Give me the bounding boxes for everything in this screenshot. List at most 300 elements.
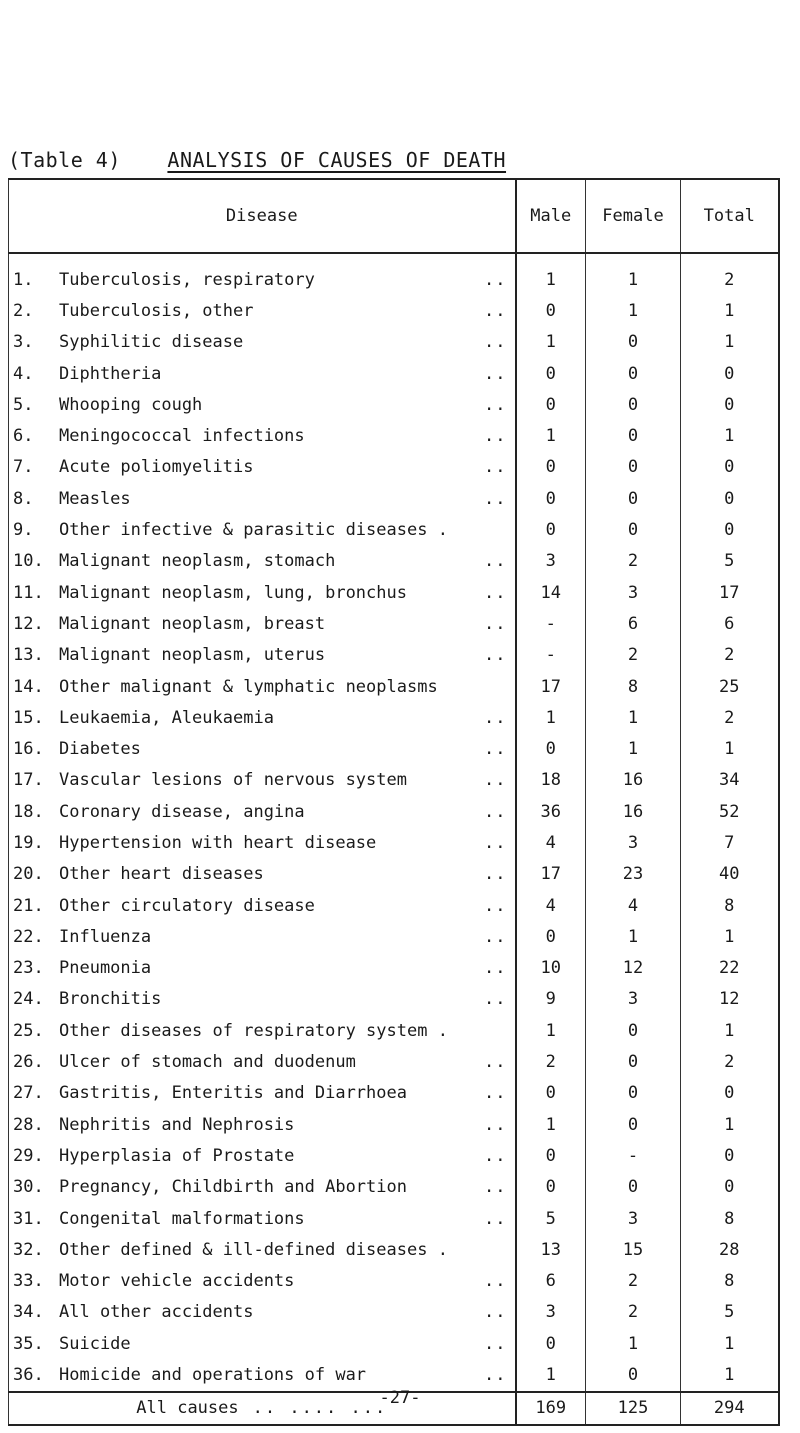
table-row [9, 859, 779, 890]
total-count: 1 [681, 1328, 779, 1359]
female-count: 3 [586, 1203, 681, 1234]
total-count: 1 [681, 1015, 779, 1046]
table-row [9, 1109, 779, 1140]
row-number: 31. [13, 1208, 44, 1229]
row-number: 27. [13, 1083, 44, 1104]
table-row [9, 546, 779, 577]
leader-dots: .. [484, 363, 507, 384]
disease-name: Other infective & parasitic diseases . [59, 520, 448, 541]
leader-dots: .. [484, 332, 507, 353]
male-count: 13 [516, 1234, 586, 1265]
row-number: 4. [13, 363, 34, 384]
female-count: 1 [586, 921, 681, 952]
female-count: 3 [586, 577, 681, 608]
male-count: - [516, 608, 586, 639]
disease-cell [9, 796, 516, 827]
male-count: 36 [516, 796, 586, 827]
table-row [9, 1328, 779, 1359]
row-number: 10. [13, 551, 44, 572]
leader-dots: .. [484, 989, 507, 1010]
disease-name: Hyperplasia of Prostate [59, 1145, 295, 1166]
disease-cell [9, 295, 516, 326]
total-count: 2 [681, 640, 779, 671]
disease-name: All other accidents [59, 1302, 254, 1323]
disease-name: Malignant neoplasm, lung, bronchus [59, 582, 407, 603]
disease-cell [9, 389, 516, 420]
male-count: 10 [516, 953, 586, 984]
disease-cell [9, 1234, 516, 1265]
female-count: 0 [586, 1172, 681, 1203]
table-row [9, 827, 779, 858]
row-number: 35. [13, 1333, 44, 1354]
leader-dots: .. [484, 300, 507, 321]
leader-dots: .. [484, 895, 507, 916]
female-count: 0 [586, 1109, 681, 1140]
row-number: 23. [13, 958, 44, 979]
female-count: 2 [586, 546, 681, 577]
male-count: 1 [516, 1359, 586, 1391]
leader-dots: .. [484, 582, 507, 603]
disease-name: Other heart diseases [59, 864, 264, 885]
female-count: 6 [586, 608, 681, 639]
disease-cell [9, 327, 516, 358]
column-header-total: Total [681, 179, 779, 253]
totals-male: 169 [516, 1392, 586, 1425]
disease-name: Malignant neoplasm, uterus [59, 645, 326, 666]
totals-total: 294 [681, 1392, 779, 1425]
male-count: 1 [516, 253, 586, 295]
table-row [9, 608, 779, 639]
row-number: 25. [13, 1020, 44, 1041]
table-row [9, 1140, 779, 1171]
leader-dots: .. [484, 488, 507, 509]
table-row [9, 702, 779, 733]
male-count: 0 [516, 295, 586, 326]
female-count: 0 [586, 1359, 681, 1391]
table-number: (Table 4) [8, 148, 121, 172]
male-count: 0 [516, 389, 586, 420]
disease-cell [9, 702, 516, 733]
disease-cell [9, 1140, 516, 1171]
female-count: 16 [586, 765, 681, 796]
disease-cell [9, 420, 516, 451]
total-count: 1 [681, 1109, 779, 1140]
disease-name: Coronary disease, angina [59, 801, 305, 822]
female-count: 3 [586, 984, 681, 1015]
row-number: 7. [13, 457, 34, 478]
leader-dots: .. [484, 926, 507, 947]
table-row [9, 671, 779, 702]
leader-dots: .. [484, 958, 507, 979]
disease-name: Other defined & ill-defined diseases . [59, 1239, 448, 1260]
totals-female: 125 [586, 1392, 681, 1425]
row-number: 19. [13, 832, 44, 853]
table-row [9, 796, 779, 827]
leader-dots: .. [484, 1365, 507, 1386]
table-row [9, 921, 779, 952]
disease-cell [9, 358, 516, 389]
total-count: 6 [681, 608, 779, 639]
leader-dots: .. [484, 1052, 507, 1073]
disease-cell [9, 890, 516, 921]
leader-dots: .. [484, 707, 507, 728]
total-count: 2 [681, 253, 779, 295]
disease-cell [9, 1359, 516, 1391]
row-number: 26. [13, 1052, 44, 1073]
table-row [9, 483, 779, 514]
male-count: 0 [516, 1078, 586, 1109]
disease-cell [9, 921, 516, 952]
leader-dots: .. [484, 864, 507, 885]
total-count: 40 [681, 859, 779, 890]
total-count: 1 [681, 327, 779, 358]
disease-name: Bronchitis [59, 989, 162, 1010]
table-row [9, 1015, 779, 1046]
female-count: 1 [586, 1328, 681, 1359]
disease-name: Meningococcal infections [59, 426, 305, 447]
disease-cell [9, 984, 516, 1015]
female-count: 1 [586, 702, 681, 733]
leader-dots: .. [484, 269, 507, 290]
disease-cell [9, 483, 516, 514]
disease-name: Influenza [59, 926, 152, 947]
total-count: 0 [681, 1140, 779, 1171]
male-count: 0 [516, 733, 586, 764]
row-number: 20. [13, 864, 44, 885]
male-count: 4 [516, 890, 586, 921]
female-count: 2 [586, 1266, 681, 1297]
page-title: ANALYSIS OF CAUSES OF DEATH [167, 148, 507, 172]
male-count: 0 [516, 1140, 586, 1171]
male-count: 0 [516, 452, 586, 483]
female-count: 16 [586, 796, 681, 827]
table-row [9, 640, 779, 671]
column-header-male: Male [516, 179, 586, 253]
disease-name: Acute poliomyelitis [59, 457, 254, 478]
table-row [9, 420, 779, 451]
disease-name: Pregnancy, Childbirth and Abortion [59, 1177, 407, 1198]
male-count: 3 [516, 546, 586, 577]
male-count: 17 [516, 671, 586, 702]
disease-name: Motor vehicle accidents [59, 1271, 295, 1292]
row-number: 3. [13, 332, 34, 353]
total-count: 5 [681, 546, 779, 577]
row-number: 29. [13, 1145, 44, 1166]
female-count: 0 [586, 420, 681, 451]
page-heading [8, 148, 506, 172]
table-row [9, 1203, 779, 1234]
female-count: 0 [586, 1015, 681, 1046]
table-row [9, 253, 779, 295]
disease-cell [9, 1078, 516, 1109]
female-count: 12 [586, 953, 681, 984]
row-number: 8. [13, 488, 34, 509]
leader-dots: .. [484, 1302, 507, 1323]
disease-name: Suicide [59, 1333, 131, 1354]
male-count: 17 [516, 859, 586, 890]
leader-dots: .. [484, 832, 507, 853]
disease-name: Diabetes [59, 739, 141, 760]
disease-name: Other diseases of respiratory system . [59, 1020, 448, 1041]
leader-dots: .. [484, 645, 507, 666]
table-row [9, 1297, 779, 1328]
row-number: 17. [13, 770, 44, 791]
totals-leader-dots: .. .... ... [252, 1398, 388, 1419]
disease-name: Gastritis, Enteritis and Diarrhoea [59, 1083, 407, 1104]
row-number: 36. [13, 1365, 44, 1386]
female-count: 0 [586, 483, 681, 514]
table-row [9, 984, 779, 1015]
disease-cell [9, 953, 516, 984]
disease-name: Pneumonia [59, 958, 152, 979]
disease-name: Leukaemia, Aleukaemia [59, 707, 274, 728]
table-row [9, 295, 779, 326]
leader-dots: .. [484, 739, 507, 760]
table-row [9, 452, 779, 483]
row-number: 6. [13, 426, 34, 447]
male-count: 4 [516, 827, 586, 858]
table-row [9, 327, 779, 358]
disease-name: Ulcer of stomach and duodenum [59, 1052, 356, 1073]
leader-dots: .. [484, 426, 507, 447]
table-row [9, 890, 779, 921]
male-count: - [516, 640, 586, 671]
female-count: 0 [586, 1046, 681, 1077]
disease-cell [9, 1015, 516, 1046]
total-count: 12 [681, 984, 779, 1015]
total-count: 0 [681, 1078, 779, 1109]
leader-dots: .. [484, 1177, 507, 1198]
disease-cell [9, 640, 516, 671]
female-count: 0 [586, 327, 681, 358]
leader-dots: .. [484, 1208, 507, 1229]
male-count: 0 [516, 358, 586, 389]
male-count: 14 [516, 577, 586, 608]
female-count: 15 [586, 1234, 681, 1265]
disease-name: Diphtheria [59, 363, 162, 384]
total-count: 0 [681, 358, 779, 389]
total-count: 8 [681, 1266, 779, 1297]
total-count: 2 [681, 702, 779, 733]
total-count: 5 [681, 1297, 779, 1328]
leader-dots: .. [484, 1114, 507, 1135]
disease-cell [9, 514, 516, 545]
row-number: 11. [13, 582, 44, 603]
row-number: 22. [13, 926, 44, 947]
disease-cell [9, 608, 516, 639]
disease-cell [9, 733, 516, 764]
table-row [9, 1172, 779, 1203]
male-count: 0 [516, 1172, 586, 1203]
disease-cell [9, 671, 516, 702]
disease-name: Syphilitic disease [59, 332, 244, 353]
total-count: 1 [681, 1359, 779, 1391]
row-number: 33. [13, 1271, 44, 1292]
row-number: 24. [13, 989, 44, 1010]
table-row [9, 1078, 779, 1109]
disease-name: Homicide and operations of war [59, 1365, 367, 1386]
total-count: 0 [681, 514, 779, 545]
female-count: - [586, 1140, 681, 1171]
male-count: 1 [516, 420, 586, 451]
disease-name: Tuberculosis, respiratory [59, 269, 315, 290]
female-count: 0 [586, 452, 681, 483]
disease-name: Malignant neoplasm, stomach [59, 551, 336, 572]
disease-name: Measles [59, 488, 131, 509]
leader-dots: .. [484, 801, 507, 822]
row-number: 21. [13, 895, 44, 916]
total-count: 34 [681, 765, 779, 796]
disease-cell [9, 827, 516, 858]
total-count: 17 [681, 577, 779, 608]
total-count: 22 [681, 953, 779, 984]
header-row [9, 179, 779, 253]
row-number: 13. [13, 645, 44, 666]
disease-cell [9, 253, 516, 295]
row-number: 9. [13, 520, 34, 541]
row-number: 18. [13, 801, 44, 822]
total-count: 1 [681, 420, 779, 451]
column-header-disease: Disease [9, 179, 516, 253]
disease-name: Malignant neoplasm, breast [59, 613, 326, 634]
table-row [9, 1046, 779, 1077]
disease-name: Nephritis and Nephrosis [59, 1114, 295, 1135]
female-count: 3 [586, 827, 681, 858]
leader-dots: .. [484, 1333, 507, 1354]
table-row [9, 1359, 779, 1391]
disease-cell [9, 1203, 516, 1234]
male-count: 0 [516, 514, 586, 545]
row-number: 34. [13, 1302, 44, 1323]
male-count: 1 [516, 1015, 586, 1046]
female-count: 0 [586, 514, 681, 545]
male-count: 1 [516, 327, 586, 358]
total-count: 25 [681, 671, 779, 702]
row-number: 14. [13, 676, 44, 697]
leader-dots: .. [484, 551, 507, 572]
leader-dots: .. [484, 613, 507, 634]
total-count: 8 [681, 890, 779, 921]
disease-name: Whooping cough [59, 394, 203, 415]
row-number: 28. [13, 1114, 44, 1135]
female-count: 4 [586, 890, 681, 921]
table-row [9, 733, 779, 764]
total-count: 0 [681, 452, 779, 483]
male-count: 1 [516, 702, 586, 733]
male-count: 0 [516, 1328, 586, 1359]
row-number: 5. [13, 394, 34, 415]
female-count: 23 [586, 859, 681, 890]
male-count: 0 [516, 921, 586, 952]
female-count: 1 [586, 295, 681, 326]
total-count: 1 [681, 733, 779, 764]
male-count: 18 [516, 765, 586, 796]
disease-name: Vascular lesions of nervous system [59, 770, 407, 791]
row-number: 30. [13, 1177, 44, 1198]
row-number: 32. [13, 1239, 44, 1260]
male-count: 0 [516, 483, 586, 514]
disease-name: Tuberculosis, other [59, 300, 254, 321]
disease-cell [9, 1328, 516, 1359]
leader-dots: .. [484, 457, 507, 478]
table-row [9, 1234, 779, 1265]
disease-cell [9, 1297, 516, 1328]
column-header-female: Female [586, 179, 681, 253]
total-count: 8 [681, 1203, 779, 1234]
row-number: 15. [13, 707, 44, 728]
disease-cell [9, 765, 516, 796]
disease-cell [9, 577, 516, 608]
female-count: 0 [586, 358, 681, 389]
male-count: 9 [516, 984, 586, 1015]
total-count: 1 [681, 921, 779, 952]
male-count: 1 [516, 1109, 586, 1140]
causes-of-death-table [8, 178, 780, 1426]
disease-cell [9, 452, 516, 483]
disease-name: Hypertension with heart disease [59, 832, 377, 853]
total-count: 0 [681, 389, 779, 420]
female-count: 8 [586, 671, 681, 702]
table-row [9, 953, 779, 984]
female-count: 0 [586, 1078, 681, 1109]
page-number: -27- [379, 1388, 421, 1408]
total-count: 52 [681, 796, 779, 827]
disease-cell [9, 1046, 516, 1077]
disease-cell [9, 1172, 516, 1203]
leader-dots: .. [484, 394, 507, 415]
row-number: 1. [13, 269, 34, 290]
leader-dots: .. [484, 1145, 507, 1166]
male-count: 3 [516, 1297, 586, 1328]
disease-cell [9, 546, 516, 577]
row-number: 12. [13, 613, 44, 634]
leader-dots: .. [484, 1271, 507, 1292]
female-count: 2 [586, 1297, 681, 1328]
total-count: 28 [681, 1234, 779, 1265]
disease-name: Other malignant & lymphatic neoplasms [59, 676, 438, 697]
male-count: 6 [516, 1266, 586, 1297]
total-count: 0 [681, 1172, 779, 1203]
female-count: 1 [586, 733, 681, 764]
table-row [9, 358, 779, 389]
male-count: 2 [516, 1046, 586, 1077]
table-row [9, 514, 779, 545]
table-row [9, 1266, 779, 1297]
row-number: 16. [13, 739, 44, 760]
total-count: 2 [681, 1046, 779, 1077]
disease-cell [9, 1266, 516, 1297]
leader-dots: .. [484, 770, 507, 791]
disease-cell [9, 859, 516, 890]
total-count: 1 [681, 295, 779, 326]
male-count: 5 [516, 1203, 586, 1234]
table-row [9, 577, 779, 608]
total-count: 0 [681, 483, 779, 514]
total-count: 7 [681, 827, 779, 858]
female-count: 1 [586, 253, 681, 295]
leader-dots: .. [484, 1083, 507, 1104]
female-count: 0 [586, 389, 681, 420]
female-count: 2 [586, 640, 681, 671]
disease-name: Congenital malformations [59, 1208, 305, 1229]
disease-name: Other circulatory disease [59, 895, 315, 916]
table-row [9, 389, 779, 420]
disease-cell [9, 1109, 516, 1140]
totals-label: All causes [136, 1398, 239, 1419]
table-row [9, 765, 779, 796]
row-number: 2. [13, 300, 34, 321]
table-body [9, 253, 779, 1392]
